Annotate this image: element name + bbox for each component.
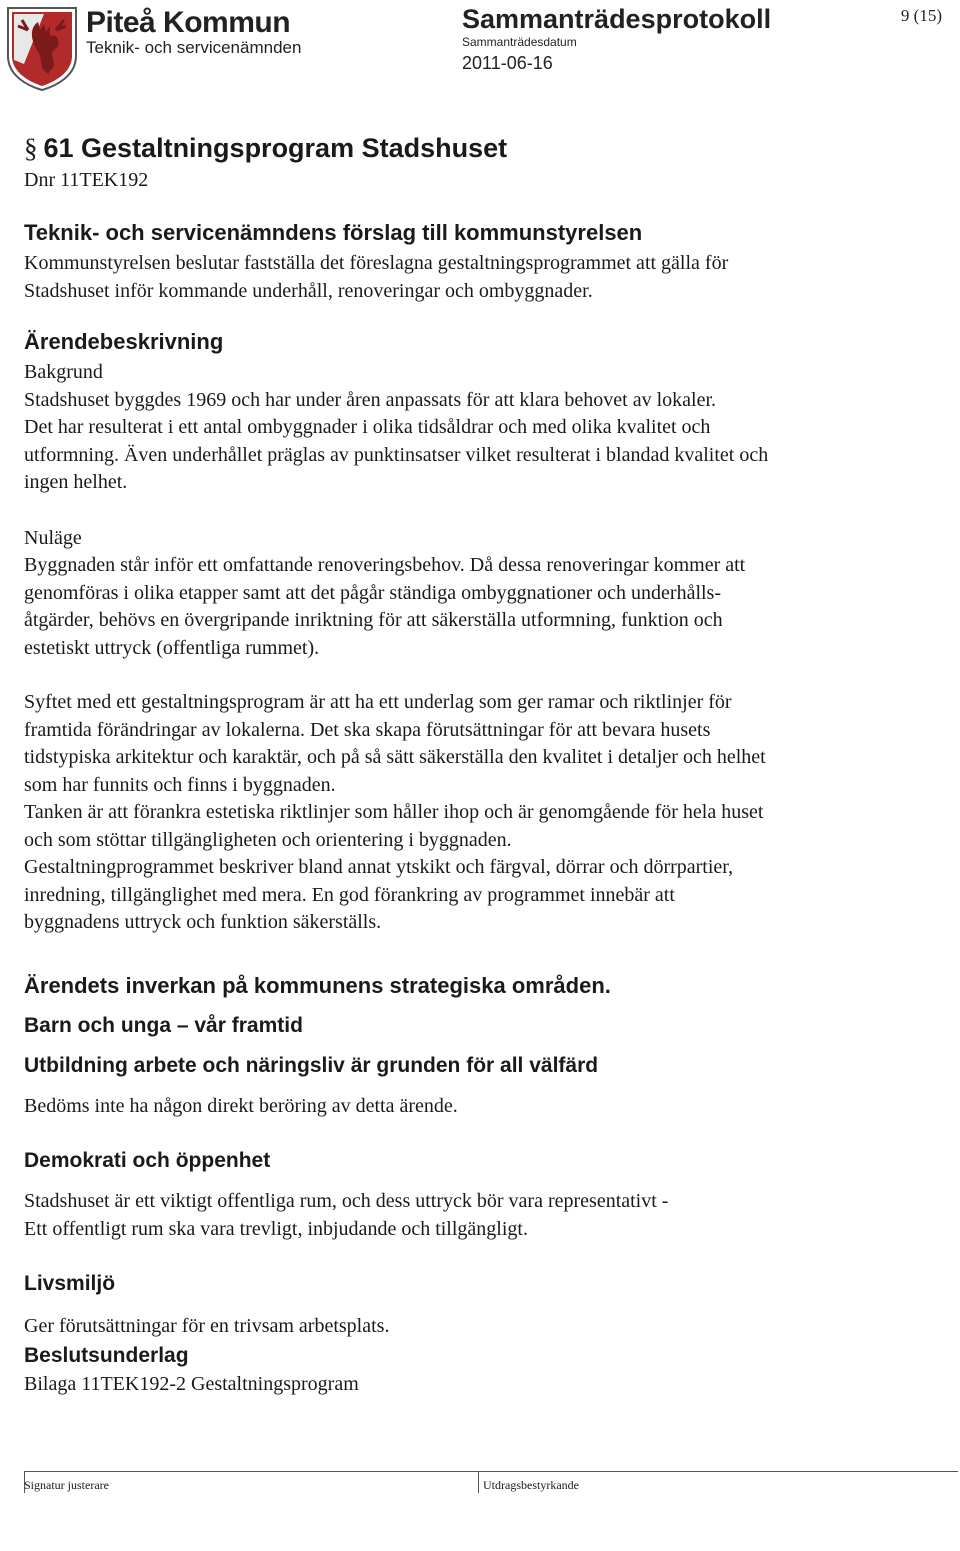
basis-heading: Beslutsunderlag [24, 1343, 189, 1367]
date-value: 2011-06-16 [462, 53, 553, 73]
reindeer-shield-icon [4, 4, 80, 92]
extract-label: Utdragsbestyrkande [483, 1478, 579, 1492]
signature-label: Signatur justerare [24, 1478, 109, 1492]
basis-text: Bilaga 11TEK192-2 Gestaltningsprogram [24, 1372, 359, 1395]
area-demokrati-line: Ett offentligt rum ska vara trevligt, inbjudande och tillgängligt. [24, 1217, 528, 1240]
purpose-line: Gestaltningprogrammet beskriver bland annat ytskikt och färgval, dörrar och dörrpartier, [24, 856, 734, 878]
purpose-line: framtida förändringar av lokalerna. Det ska skapa förutsättningar för att bevara husets [24, 718, 711, 741]
proposal-heading: Teknik- och servicenämndens förslag till kommunstyrelsen [24, 220, 643, 245]
impact-heading: Ärendets inverkan på kommunens strategiska områden. [24, 972, 611, 998]
description-heading: Ärendebeskrivning [24, 329, 224, 354]
background-line: utformning. Även underhållet präglas av punktinsatser vilket resulterat i blandad kvalitet och [24, 443, 769, 466]
section-title-text: 61 Gestaltningsprogram Stadshuset [43, 133, 508, 163]
purpose-line: Tanken är att förankra estetiska riktlinjer som håller ihop och är genomgående för hela huset [24, 801, 764, 823]
background-line: Stadshuset byggdes 1969 och har under åren anpassats för att klara behovet av lokaler. [24, 388, 717, 411]
purpose-line: som har funnits och finns i byggnaden. [24, 773, 336, 796]
purpose-line: Syftet med ett gestaltningsprogram är att ha ett underlag som ger ramar och riktlinjer för [24, 691, 732, 713]
area-barn-och-unga: Barn och unga – vår framtid [24, 1013, 303, 1037]
paragraph-symbol: § [24, 133, 38, 163]
purpose-line: och som stöttar tillgängligheten och orientering i byggnaden. [24, 828, 512, 851]
org-name: Piteå Kommun [86, 6, 291, 39]
purpose-line: tidstypiska arkitektur och karaktär, och på så sätt säkerställa den kvalitet i detaljer och helhet [24, 746, 766, 768]
area-demokrati: Demokrati och öppenhet [24, 1149, 271, 1172]
current-line: åtgärder, behövs en övergripande inriktning för att säkerställa utformning, funktion och [24, 609, 723, 631]
area-utbildning: Utbildning arbete och näringsliv är grunden för all välfärd [24, 1053, 599, 1077]
area-livsmiljo: Livsmiljö [24, 1272, 116, 1295]
proposal-line: Kommunstyrelsen beslutar fastställa det föreslagna gestaltningsprogrammet att gälla för [24, 252, 729, 274]
area-utbildning-text: Bedöms inte ha någon direkt beröring av detta ärende. [24, 1094, 458, 1117]
dnr: Dnr 11TEK192 [24, 169, 149, 191]
date-label: Sammanträdesdatum [462, 35, 577, 49]
background-line: Det har resulterat i ett antal ombyggnader i olika tidsåldrar och med olika kvalitet och [24, 416, 711, 438]
footer-divider-mid [478, 1471, 479, 1493]
committee-name: Teknik- och servicenämnden [86, 38, 302, 57]
proposal-line: Stadshuset inför kommande underhåll, renoveringar och ombyggnader. [24, 279, 593, 302]
current-line: estetiskt uttryck (offentliga rummet). [24, 636, 320, 659]
current-line: Byggnaden står inför ett omfattande renoveringsbehov. Då dessa renoveringar kommer att [24, 554, 746, 576]
protocol-title: Sammanträdesprotokoll [462, 4, 772, 34]
background-label: Bakgrund [24, 361, 103, 383]
area-demokrati-line: Stadshuset är ett viktigt offentliga rum, och dess uttryck bör vara representativt - [24, 1190, 669, 1212]
current-label: Nuläge [24, 526, 82, 549]
main-content [24, 130, 924, 1398]
area-livsmiljo-text: Ger förutsättningar för en trivsam arbetsplats. [24, 1315, 390, 1337]
page-number: 9 (15) [900, 6, 942, 25]
current-line: genomföras i olika etapper samt att det pågår ständiga ombyggnationer och underhålls- [24, 581, 722, 604]
section-title [24, 130, 924, 166]
purpose-line: inredning, tillgänglighet med mera. En god förankring av programmet innebär att [24, 883, 675, 906]
purpose-line: byggnadens uttryck och funktion säkerställs. [24, 911, 382, 933]
background-line: ingen helhet. [24, 471, 128, 493]
footer-divider [24, 1471, 958, 1472]
